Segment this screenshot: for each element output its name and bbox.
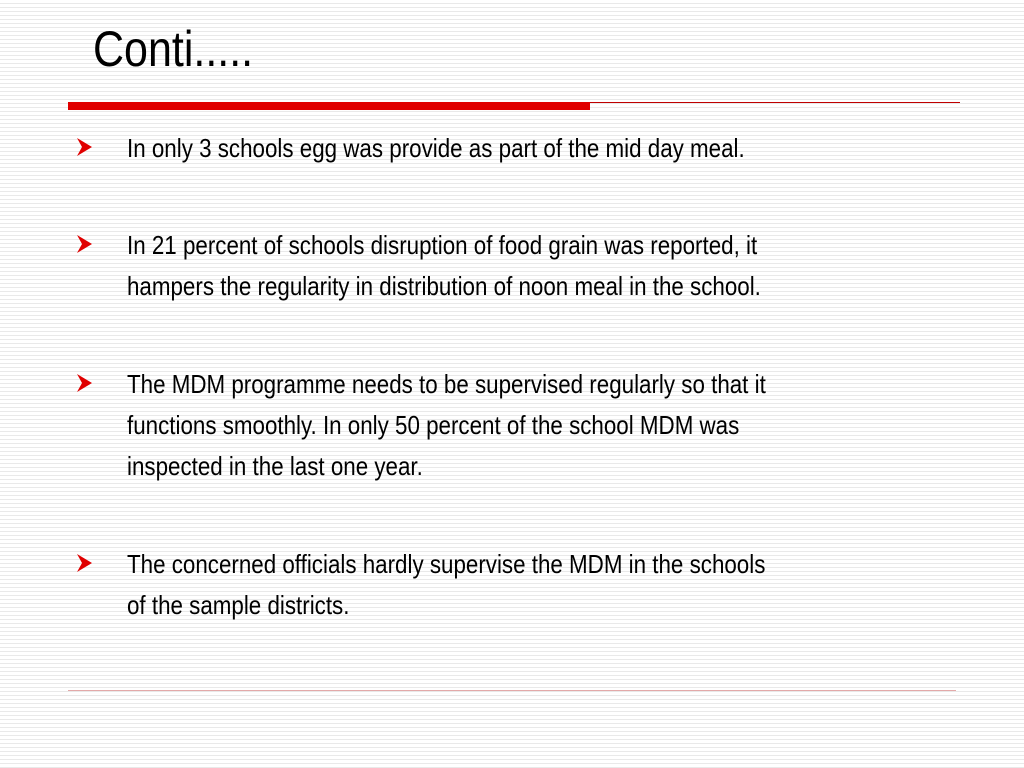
title-underline-accent [68,102,590,110]
bullet-text-line: In 21 percent of schools disruption of food grain was reported, it [127,230,758,260]
bullet-item [74,128,1024,169]
bullet-item [74,364,1024,487]
bullet-text-line: of the sample districts. [127,590,350,620]
arrowhead-bullet-icon [74,137,94,157]
bullet-text-line: inspected in the last one year. [127,451,423,481]
bullet-text-line: In only 3 schools egg was provide as part of the mid day meal. [127,133,745,163]
arrowhead-bullet-icon [74,234,94,254]
footer-divider [68,690,956,691]
bullet-text-line: hampers the regularity in distribution of noon meal in the school. [127,271,761,301]
arrowhead-bullet-icon [74,373,94,393]
arrowhead-bullet-icon [74,553,94,573]
bullet-text-line: The concerned officials hardly supervise the MDM in the schools [127,549,766,579]
slide-title: Conti..... [93,21,254,77]
bullet-text-line: functions smoothly. In only 50 percent of the school MDM was [127,410,740,440]
bullet-text-line: The MDM programme needs to be supervised regularly so that it [127,369,766,399]
bullet-item [74,544,1024,626]
bullet-item [74,225,1024,307]
